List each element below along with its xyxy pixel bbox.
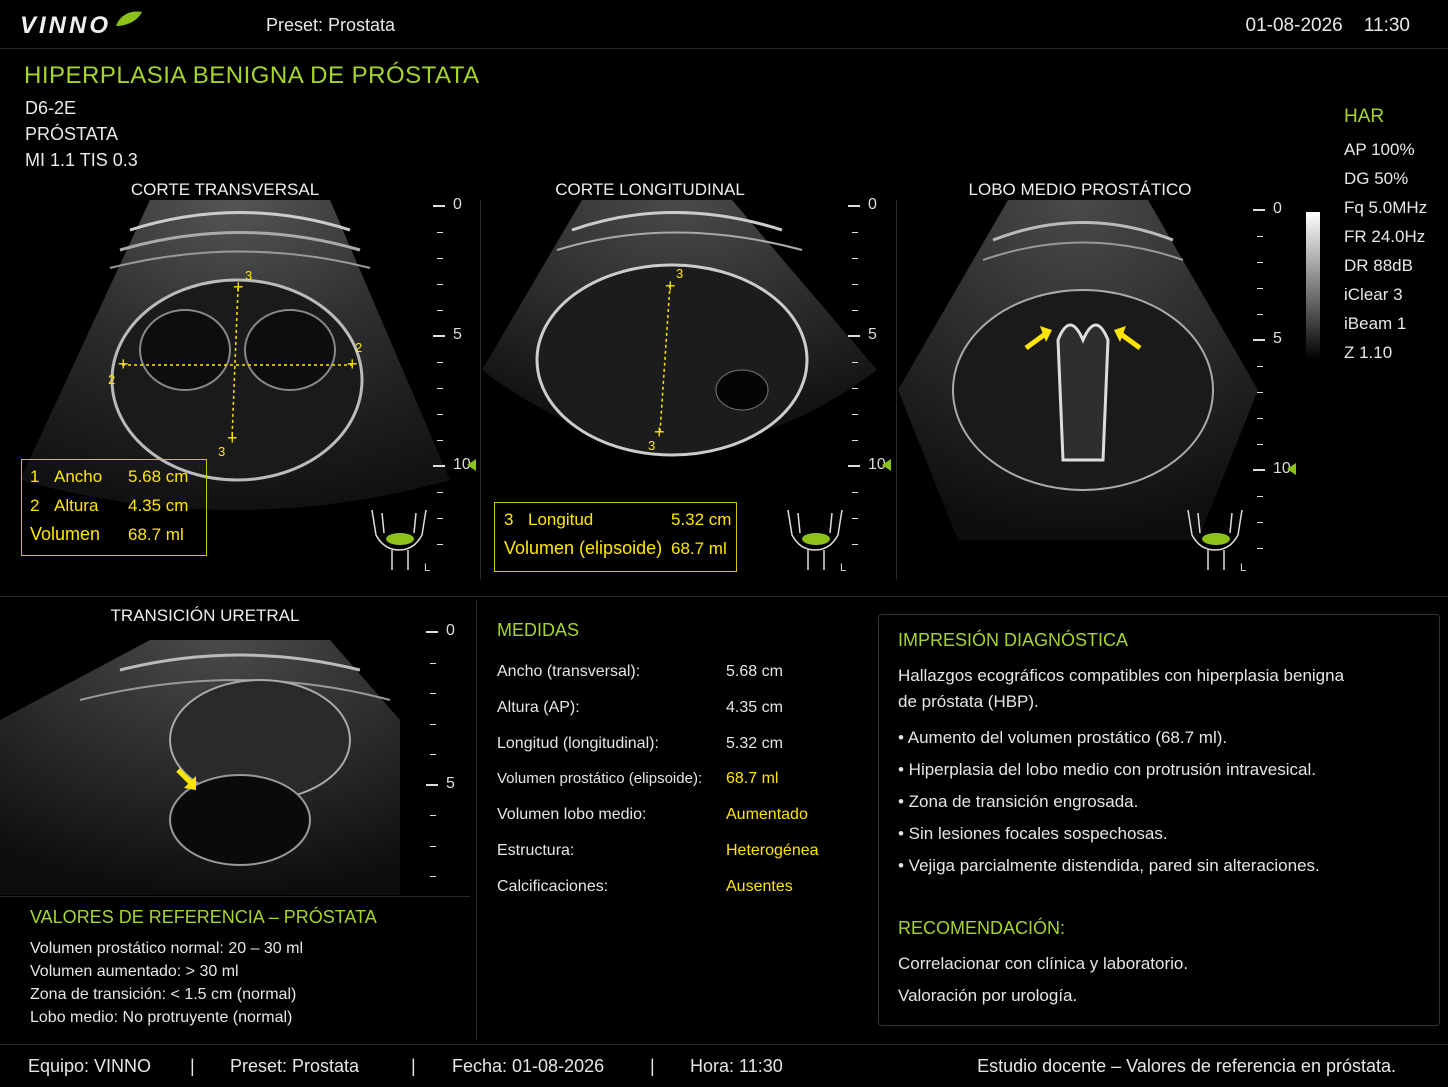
depth-label: 5 bbox=[453, 326, 462, 343]
footer-bar bbox=[0, 1044, 1448, 1087]
medida-value: Heterogénea bbox=[726, 842, 819, 859]
preset-label: Preset: Prostata bbox=[266, 15, 396, 35]
medida-label: Altura (AP): bbox=[497, 698, 580, 716]
depth-tick bbox=[1257, 392, 1263, 393]
depth-tick bbox=[852, 388, 858, 389]
depth-tick bbox=[1257, 522, 1263, 523]
footer-preset: Preset: Prostata bbox=[230, 1056, 360, 1076]
depth-tick bbox=[1257, 314, 1263, 315]
depth-tick bbox=[437, 388, 443, 389]
impresion-bullet: • Vejiga parcialmente distendida, pared sin alteraciones. bbox=[898, 856, 1320, 875]
header-date: 01-08-2026 bbox=[1245, 15, 1343, 36]
svg-text:3: 3 bbox=[676, 266, 684, 281]
har-parameter: Z 1.10 bbox=[1344, 343, 1393, 362]
focus-marker-icon bbox=[467, 459, 476, 471]
divider bbox=[480, 200, 481, 580]
depth-tick bbox=[437, 310, 443, 311]
svg-text:+: + bbox=[347, 354, 358, 374]
ultrasound-image-lobo-medio bbox=[898, 200, 1268, 540]
svg-text:+: + bbox=[118, 354, 129, 374]
ultrasound-image-uretral bbox=[0, 640, 420, 895]
depth-tick bbox=[437, 414, 443, 415]
depth-tick bbox=[430, 876, 436, 877]
depth-major-tick bbox=[848, 205, 860, 207]
reference-line: Volumen aumentado: > 30 ml bbox=[30, 963, 239, 980]
depth-label: 5 bbox=[446, 774, 455, 792]
divider bbox=[896, 200, 897, 580]
footer-fecha: Fecha: 01-08-2026 bbox=[452, 1056, 605, 1076]
har-parameter: Fq 5.0MHz bbox=[1344, 198, 1428, 217]
medida-value: Ausentes bbox=[726, 877, 793, 895]
focus-marker-icon bbox=[882, 459, 891, 471]
har-parameter: iClear 3 bbox=[1344, 285, 1403, 304]
medida-label: Calcificaciones: bbox=[497, 877, 609, 895]
body-mark-icon bbox=[780, 505, 850, 575]
svg-text:2: 2 bbox=[108, 372, 116, 387]
impresion-bullet: • Sin lesiones focales sospechosas. bbox=[898, 824, 1168, 843]
medida-label: Volumen prostático (elipsoide): bbox=[497, 770, 703, 788]
impresion-bullet: • Hiperplasia del lobo medio con protrusión intravesical. bbox=[898, 760, 1316, 779]
recomendacion-title: RECOMENDACIÓN: bbox=[898, 918, 1066, 938]
body-mark-side: L bbox=[1240, 562, 1247, 574]
recomendacion-line-2: Valoración por urología. bbox=[898, 986, 1078, 1005]
divider bbox=[476, 600, 477, 1040]
footer-hora: Hora: 11:30 bbox=[690, 1056, 783, 1076]
depth-major-tick bbox=[433, 205, 445, 207]
medida-label: Volumen lobo medio: bbox=[497, 806, 647, 824]
leaf-logo-icon bbox=[114, 8, 144, 28]
depth-tick bbox=[852, 258, 858, 259]
top-bar bbox=[0, 0, 1448, 49]
medida-value: 4.35 cm bbox=[726, 698, 783, 716]
har-parameter: DG 50% bbox=[1344, 169, 1409, 188]
depth-label: 0 bbox=[453, 196, 462, 213]
panel-title-lobo-medio: LOBO MEDIO PROSTÁTICO bbox=[968, 180, 1192, 199]
depth-tick bbox=[437, 362, 443, 363]
depth-label: 5 bbox=[868, 326, 877, 343]
ultrasound-image-longitudinal bbox=[482, 200, 892, 500]
body-mark-icon bbox=[1180, 505, 1250, 575]
depth-tick bbox=[430, 663, 436, 664]
mi-tis-label: MI 1.1 TIS 0.3 bbox=[25, 150, 138, 170]
svg-text:3: 3 bbox=[648, 438, 656, 453]
depth-tick bbox=[1257, 418, 1263, 419]
medidas-title: MEDIDAS bbox=[497, 620, 580, 640]
depth-major-tick bbox=[1253, 469, 1265, 471]
measurement-row bbox=[30, 520, 206, 549]
probe-label: D6-2E bbox=[25, 98, 77, 118]
svg-text:2: 2 bbox=[355, 340, 363, 355]
footer-separator: | bbox=[650, 1056, 655, 1076]
depth-tick bbox=[852, 232, 858, 233]
depth-tick bbox=[1257, 262, 1263, 263]
depth-tick bbox=[852, 492, 858, 493]
reference-line: Volumen prostático normal: 20 – 30 ml bbox=[30, 940, 304, 957]
depth-tick bbox=[852, 518, 858, 519]
svg-text:3: 3 bbox=[245, 268, 253, 283]
impresion-bullet: • Aumento del volumen prostático (68.7 ml). bbox=[898, 728, 1228, 747]
depth-tick bbox=[430, 754, 436, 755]
impresion-intro-1: Hallazgos ecográficos compatibles con hiperplasia benigna bbox=[898, 666, 1345, 685]
depth-tick bbox=[437, 492, 443, 493]
page-title: HIPERPLASIA BENIGNA DE PRÓSTATA bbox=[24, 62, 480, 89]
measurement-label: Ancho bbox=[54, 466, 103, 486]
impresion-bullet: • Zona de transición engrosada. bbox=[898, 792, 1139, 811]
vinno-logo: VINNO bbox=[20, 12, 112, 39]
depth-major-tick bbox=[426, 784, 438, 786]
depth-label: 0 bbox=[868, 196, 877, 213]
depth-tick bbox=[430, 815, 436, 816]
measurement-row bbox=[30, 462, 206, 491]
reference-line: Lobo medio: No protruyente (normal) bbox=[30, 1009, 293, 1026]
footer-note: Estudio docente – Valores de referencia en próstata. bbox=[977, 1056, 1396, 1076]
body-mark-side: L bbox=[840, 562, 847, 574]
date-time bbox=[1246, 15, 1410, 37]
svg-text:+: + bbox=[665, 276, 676, 296]
depth-tick bbox=[430, 846, 436, 847]
impresion-title: IMPRESIÓN DIAGNÓSTICA bbox=[898, 630, 1129, 650]
depth-label: 5 bbox=[1273, 330, 1282, 347]
depth-tick bbox=[437, 440, 443, 441]
depth-tick bbox=[852, 362, 858, 363]
section-divider bbox=[0, 596, 1448, 597]
har-parameter: iBeam 1 bbox=[1344, 314, 1407, 333]
footer-separator: | bbox=[190, 1056, 195, 1076]
measurement-index: 1 bbox=[30, 466, 40, 486]
measurement-row bbox=[504, 534, 736, 563]
svg-text:+: + bbox=[233, 277, 244, 297]
depth-tick bbox=[437, 258, 443, 259]
panel-title-longitudinal: CORTE LONGITUDINAL bbox=[555, 180, 745, 199]
depth-major-tick bbox=[848, 335, 860, 337]
header-time: 11:30 bbox=[1363, 15, 1410, 36]
svg-text:3: 3 bbox=[218, 444, 226, 459]
medida-value: 5.68 cm bbox=[726, 663, 783, 680]
depth-tick bbox=[430, 693, 436, 694]
depth-label: 0 bbox=[446, 622, 455, 639]
depth-tick bbox=[1257, 366, 1263, 367]
medida-value: Aumentado bbox=[726, 806, 808, 824]
medida-label: Longitud (longitudinal): bbox=[497, 734, 659, 752]
har-parameter: FR 24.0Hz bbox=[1344, 227, 1426, 246]
depth-tick bbox=[852, 414, 858, 415]
har-title: HAR bbox=[1344, 106, 1385, 127]
panel-title-transversal: CORTE TRANSVERSAL bbox=[130, 180, 320, 199]
footer-separator: | bbox=[411, 1056, 416, 1076]
depth-tick bbox=[852, 440, 858, 441]
organ-label: PRÓSTATA bbox=[25, 124, 119, 144]
depth-major-tick bbox=[1253, 339, 1265, 341]
measurement-label: Longitud bbox=[528, 509, 594, 529]
measurement-value: 5.32 cm bbox=[671, 509, 732, 529]
measurement-box-transversal bbox=[21, 459, 207, 556]
measurement-label: Altura bbox=[54, 495, 99, 515]
depth-major-tick bbox=[426, 631, 438, 633]
body-mark-side: L bbox=[424, 562, 431, 574]
depth-major-tick bbox=[848, 465, 860, 467]
medida-label: Estructura: bbox=[497, 842, 575, 859]
depth-label: 0 bbox=[1273, 200, 1282, 217]
depth-tick bbox=[430, 724, 436, 725]
depth-tick bbox=[1257, 444, 1263, 445]
measurement-label: Volumen (elipsoide) bbox=[504, 538, 663, 558]
measurement-value: 68.7 ml bbox=[128, 524, 184, 544]
measurement-row bbox=[30, 491, 206, 520]
depth-label: 10 bbox=[1273, 460, 1291, 477]
depth-tick bbox=[1257, 288, 1263, 289]
depth-tick bbox=[437, 518, 443, 519]
focus-marker-icon bbox=[1287, 463, 1296, 475]
measurement-row bbox=[504, 505, 736, 534]
har-parameter: AP 100% bbox=[1344, 140, 1415, 159]
medida-label: Ancho (transversal): bbox=[497, 663, 641, 680]
reference-line: Zona de transición: < 1.5 cm (normal) bbox=[30, 986, 297, 1003]
depth-tick bbox=[852, 310, 858, 311]
measurement-box-longitudinal bbox=[494, 502, 737, 572]
impresion-intro-2: de próstata (HBP). bbox=[898, 692, 1039, 711]
depth-tick bbox=[852, 544, 858, 545]
svg-text:+: + bbox=[227, 428, 238, 448]
svg-text:+: + bbox=[654, 422, 665, 442]
measurement-value: 68.7 ml bbox=[671, 538, 727, 558]
measurement-value: 5.68 cm bbox=[128, 466, 189, 486]
measurement-label: Volumen bbox=[30, 524, 101, 544]
footer-equipo: Equipo: VINNO bbox=[28, 1056, 152, 1076]
gray-scale-bar bbox=[1306, 212, 1320, 360]
har-parameter: DR 88dB bbox=[1344, 256, 1413, 275]
measurement-value: 4.35 cm bbox=[128, 495, 189, 515]
measurement-index: 3 bbox=[504, 509, 514, 529]
depth-tick bbox=[852, 284, 858, 285]
depth-tick bbox=[1257, 236, 1263, 237]
recomendacion-line-1: Correlacionar con clínica y laboratorio. bbox=[898, 954, 1189, 973]
medida-value: 5.32 cm bbox=[726, 734, 783, 752]
depth-tick bbox=[437, 232, 443, 233]
depth-tick bbox=[1257, 548, 1263, 549]
depth-tick bbox=[437, 544, 443, 545]
depth-tick bbox=[1257, 496, 1263, 497]
divider bbox=[0, 896, 470, 897]
panel-title-uretral: TRANSICIÓN URETRAL bbox=[110, 606, 300, 625]
depth-major-tick bbox=[1253, 209, 1265, 211]
medida-value: 68.7 ml bbox=[726, 770, 779, 788]
body-mark-icon bbox=[364, 505, 434, 575]
depth-major-tick bbox=[433, 465, 445, 467]
depth-major-tick bbox=[433, 335, 445, 337]
depth-tick bbox=[437, 284, 443, 285]
depth-label: 10 bbox=[868, 456, 886, 473]
reference-title: VALORES DE REFERENCIA – PRÓSTATA bbox=[30, 907, 377, 927]
depth-label: 10 bbox=[453, 456, 471, 473]
measurement-index: 2 bbox=[30, 495, 40, 515]
